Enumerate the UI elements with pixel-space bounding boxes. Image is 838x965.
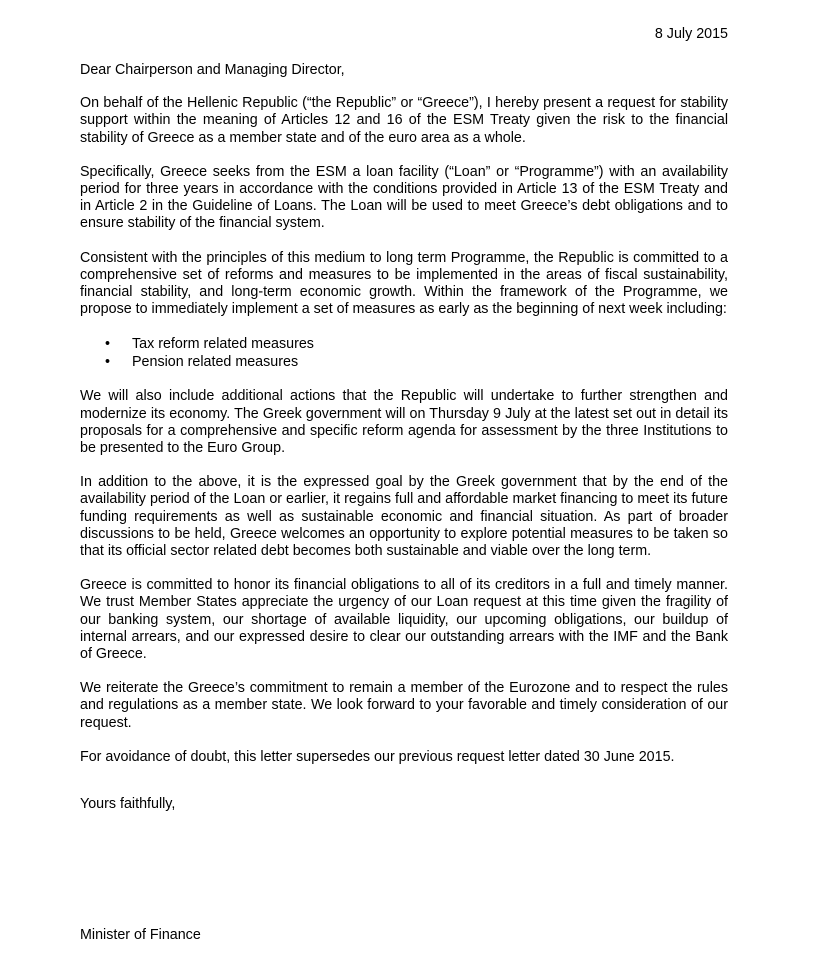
salutation: Dear Chairperson and Managing Director, <box>80 62 345 78</box>
paragraph-additional-actions: We will also include additional actions that the Republic will undertake to further strengthen and modernize its economy. The Greek government will on Thursday 9 July at the latest set out in detail its proposals for a comprehensive and specific reform agenda for assessment by the three Institutions to be presented to the Euro Group. <box>80 388 728 457</box>
list-item-text: Pension related measures <box>132 354 299 371</box>
paragraph-supersedes: For avoidance of doubt, this letter supersedes our previous request letter dated 30 June 2015. <box>80 748 675 765</box>
list-item <box>80 353 728 371</box>
paragraph-market-financing: In addition to the above, it is the expressed goal by the Greek government that by the end of the availability period of the Loan or earlier, it regains full and affordable market financing to meet its future funding requirements as well as sustainable economic and financial situation. As part of broader discussions to be held, Greece welcomes an opportunity to explore potential measures to be taken so that its official sector related debt becomes both sustainable and viable over the long term. <box>80 474 728 560</box>
letter-body <box>80 62 728 813</box>
paragraph-request: On behalf of the Hellenic Republic (“the Republic” or “Greece”), I hereby present a request for stability support within the meaning of Articles 12 and 16 of the ESM Treaty given the risk to the financial stability of Greece as a member state and of the euro area as a whole. <box>80 95 728 146</box>
list-item-text: Tax reform related measures <box>132 336 314 353</box>
signatory-title: Minister of Finance <box>80 927 201 943</box>
measures-list <box>80 335 728 371</box>
paragraph-loan-facility: Specifically, Greece seeks from the ESM a loan facility (“Loan” or “Programme”) with an availability period for three years in accordance with the conditions provided in Article 13 of the ESM Treaty and in Article 2 in the Guideline of Loans. The Loan will be used to meet Greece’s debt obligations and to ensure stability of the financial system. <box>80 163 728 232</box>
paragraph-reform-commitment: Consistent with the principles of this medium to long term Programme, the Republic is committed to a comprehensive set of reforms and measures to be implemented in the areas of fiscal sustainability, financial stability, and long-term economic growth. Within the framework of the Programme, we propose to immediately implement a set of measures as early as the beginning of next week including: <box>80 249 728 318</box>
bullet-icon: • <box>105 336 111 353</box>
paragraph-eurozone-commitment: We reiterate the Greece’s commitment to remain a member of the Eurozone and to respect the rules and regulations as a member state. We look forward to your favorable and timely consideration of our request. <box>80 680 728 731</box>
bullet-icon: • <box>105 354 111 371</box>
list-item <box>80 335 728 353</box>
letter-date: 8 July 2015 <box>654 26 728 42</box>
closing: Yours faithfully, <box>80 796 176 813</box>
paragraph-obligations: Greece is committed to honor its financial obligations to all of its creditors in a full and timely manner. We trust Member States appreciate the urgency of our Loan request at this time given the fragility of our banking system, our shortage of available liquidity, our upcoming obligations, our buildup of internal arrears, and our expressed desire to clear our outstanding arrears with the IMF and the Bank of Greece. <box>80 577 728 663</box>
